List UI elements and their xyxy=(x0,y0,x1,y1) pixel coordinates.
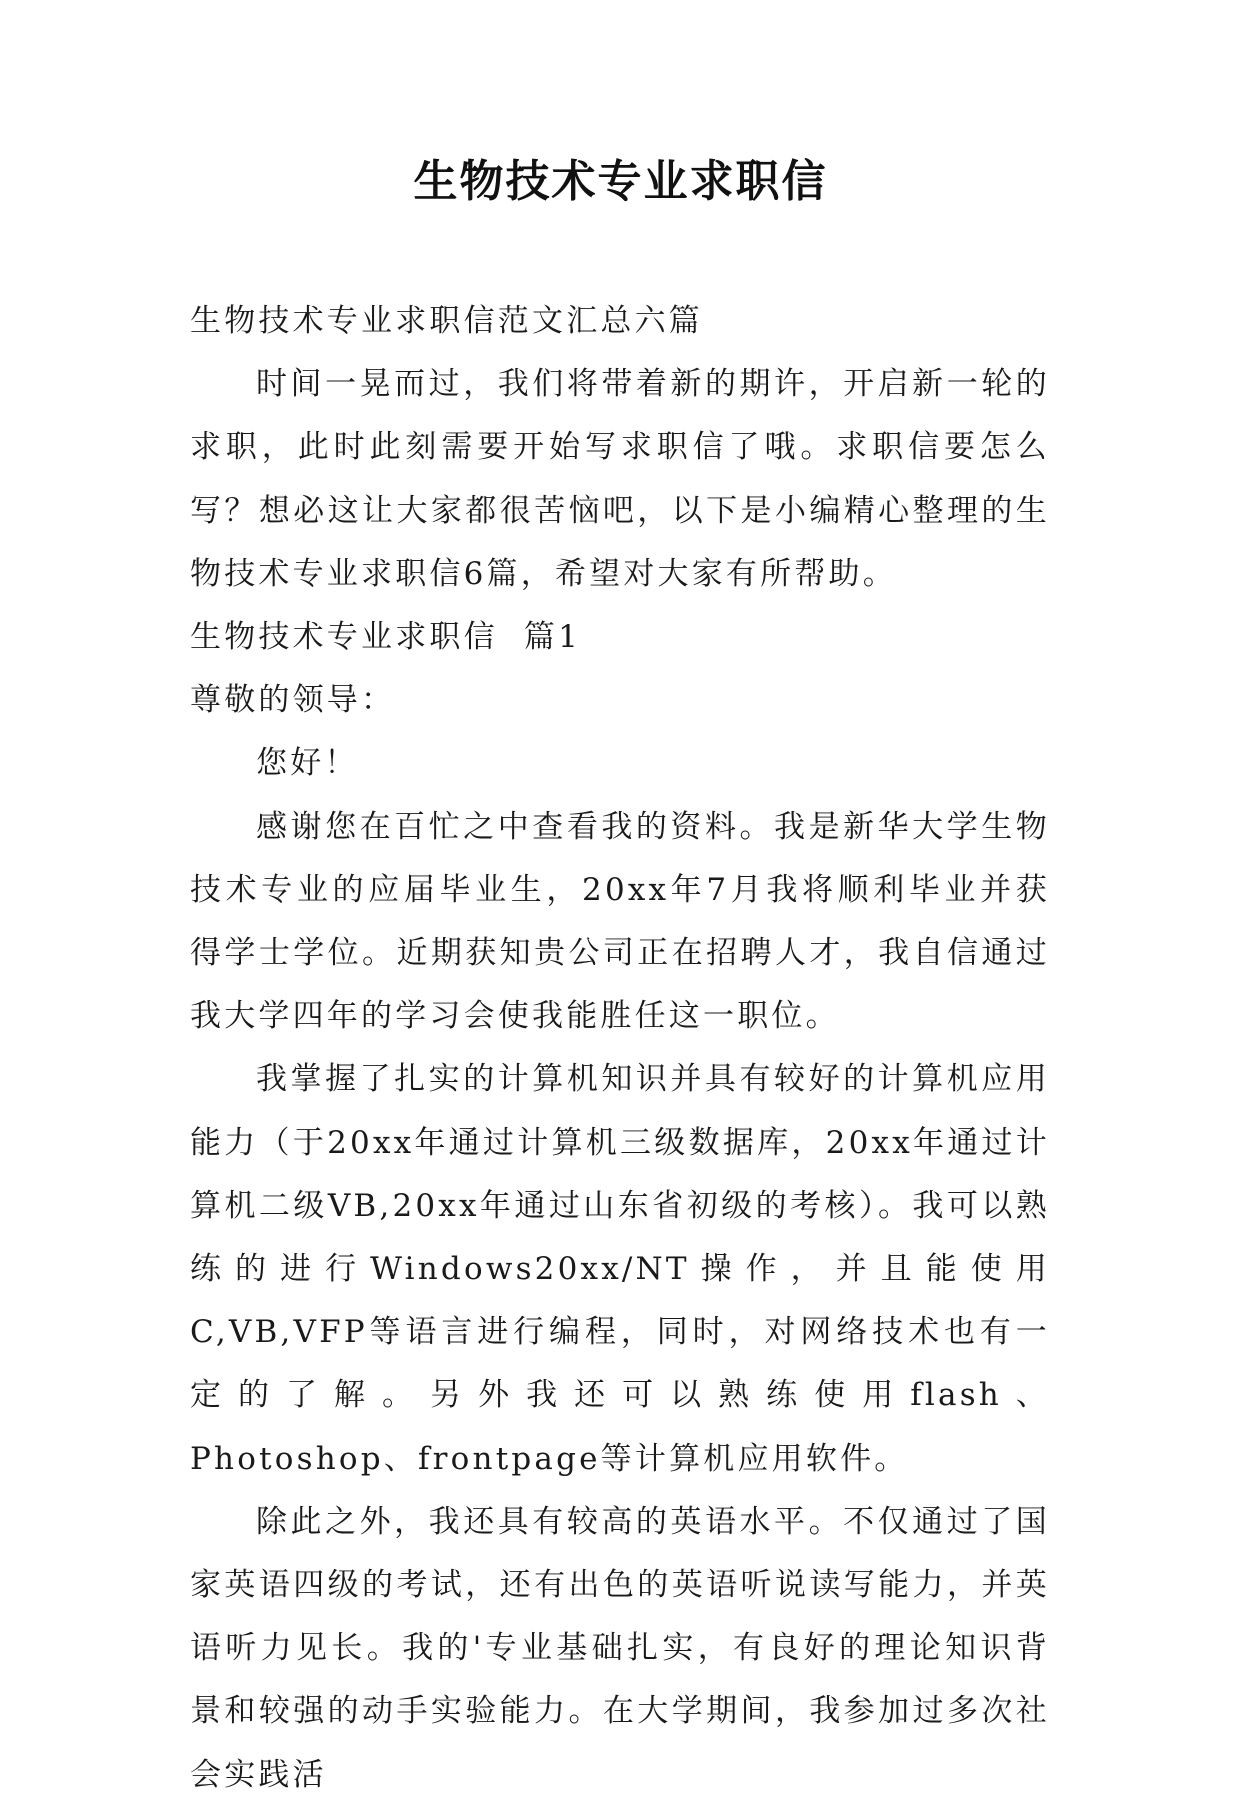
intro-paragraph: 时间一晃而过，我们将带着新的期许，开启新一轮的求职，此时此刻需要开始写求职信了哦。求职信要怎么写？想必这让大家都很苦恼吧，以下是小编精心整理的生物技术专业求职信6篇，希望对大家有所帮助。 xyxy=(190,366,1050,592)
body-paragraph: 除此之外，我还具有较高的英语水平。不仅通过了国家英语四级的考试，还有出色的英语听说读写能力，并英语听力见长。我的'专业基础扎实，有良好的理论知识背景和较强的动手实验能力。在大学期间，我参加过多次社会实践活 xyxy=(190,1503,1050,1793)
section-heading: 生物技术专业求职信 篇1 xyxy=(190,619,582,656)
body-paragraph: 我掌握了扎实的计算机知识并具有较好的计算机应用能力（于20xx年通过计算机三级数据库，20xx年通过计算机二级VB,20xx年通过山东省初级的考核）。我可以熟练的进行Windows20xx/NT操作，并且能使用C,VB,VFP等语言进行编程，同时，对网络技术也有一定的了解。另外我还可以熟练使用flash、Photoshop、frontpage等计算机应用软件。 xyxy=(190,1061,1050,1477)
body-paragraph: 感谢您在百忙之中查看我的资料。我是新华大学生物技术专业的应届毕业生，20xx年7月我将顺利毕业并获得学士学位。近期获知贵公司正在招聘人才，我自信通过我大学四年的学习会使我能胜任这一职位。 xyxy=(190,808,1050,1035)
document-title: 生物技术专业求职信 xyxy=(413,156,828,207)
document-subtitle: 生物技术专业求职信范文汇总六篇 xyxy=(190,303,703,339)
salutation: 尊敬的领导： xyxy=(190,682,396,719)
document-body xyxy=(190,290,1050,1807)
greeting: 您好！ xyxy=(256,745,359,782)
